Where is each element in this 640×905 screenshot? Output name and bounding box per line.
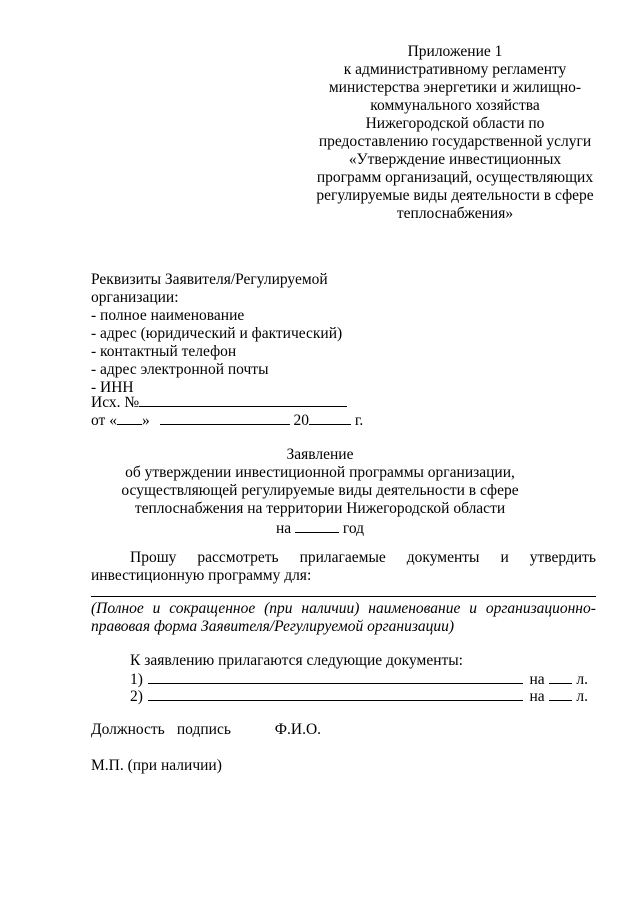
- requisites-line: организации:: [91, 289, 179, 306]
- title-line: осуществляющей регулируемые виды деятельности в сфере: [121, 482, 519, 499]
- appendix-line: министерства энергетики и жилищно-: [328, 79, 582, 96]
- document-na-label: на: [529, 671, 545, 688]
- request-word: утвердить: [529, 549, 596, 566]
- request-text-line1: [91, 549, 596, 567]
- note-word: наименование: [368, 600, 461, 617]
- title-year-line: [100, 518, 540, 538]
- requisites-line: - контактный телефон: [91, 343, 237, 360]
- signature-fio: Ф.И.О.: [274, 721, 322, 738]
- appendix-line: Нижегородской области по: [365, 115, 545, 132]
- appendix-line: теплоснабжения»: [396, 205, 514, 222]
- outgoing-number: [91, 392, 347, 412]
- request-text-line2: инвестиционную программу для:: [91, 567, 312, 584]
- document-sheets-label: л.: [576, 671, 588, 688]
- appendix-line: предоставлению государственной услуги: [318, 133, 592, 150]
- title-year-prefix: на: [275, 520, 295, 537]
- request-word: рассмотреть: [197, 549, 279, 566]
- document-sheets-label: л.: [576, 688, 588, 705]
- requisites-line: - адрес (юридический и фактический): [91, 325, 343, 342]
- appendix-line: коммунального хозяйства: [370, 97, 540, 114]
- note-word: (при: [264, 600, 293, 617]
- outgoing-number-blank[interactable]: [139, 392, 347, 407]
- requisites-line: - полное наименование: [91, 307, 245, 324]
- document-title: [100, 446, 540, 538]
- request-word: прилагаемые: [299, 549, 386, 566]
- organization-name-blank[interactable]: [91, 596, 596, 597]
- outgoing-label: Исх. №: [91, 394, 140, 411]
- document-sheets-blank[interactable]: [549, 669, 573, 684]
- request-word: документы: [406, 549, 480, 566]
- title-year-suffix: год: [339, 520, 365, 537]
- title-line: Заявление: [286, 446, 354, 463]
- requisites-line: Реквизиты Заявителя/Регулируемой: [91, 271, 328, 288]
- date-quote-close: »: [141, 412, 150, 429]
- title-line: теплоснабжения на территории Нижегородской области: [134, 500, 506, 517]
- signature-line: [91, 721, 321, 739]
- document-na-label: на: [529, 688, 545, 705]
- note-word: и: [152, 600, 161, 617]
- date-year-blank[interactable]: [309, 410, 351, 425]
- appendix-line: Приложение 1: [407, 43, 503, 60]
- date-month-blank[interactable]: [160, 410, 290, 425]
- signature-sign: подпись: [176, 721, 231, 738]
- requisites-line: - адрес электронной почты: [91, 361, 269, 378]
- attached-document-row: [130, 686, 588, 706]
- document-name-blank[interactable]: [148, 669, 524, 684]
- attached-documents-intro: К заявлению прилагаются следующие документы:: [130, 652, 463, 669]
- outgoing-date: [91, 410, 363, 430]
- note-word: организационно-: [485, 600, 596, 617]
- document-sheets-blank[interactable]: [549, 686, 573, 701]
- note-word: наличии): [301, 600, 360, 617]
- applicant-requisites: [91, 271, 391, 397]
- appendix-line: «Утверждение инвестиционных: [348, 151, 562, 168]
- note-line2: правовая форма Заявителя/Регулируемой организации): [91, 618, 455, 635]
- date-year-prefix: 20: [293, 412, 309, 429]
- appendix-line: программ организаций, осуществляющих: [316, 169, 594, 186]
- requisites-line: - ИНН: [91, 379, 134, 396]
- date-day-blank[interactable]: [117, 410, 142, 425]
- date-year-suffix: г.: [350, 412, 364, 429]
- note-line1: [91, 600, 596, 618]
- note-word: сокращенное: [169, 600, 256, 617]
- organization-name-note: [91, 600, 596, 636]
- request-word: и: [500, 549, 509, 566]
- signature-position: Должность: [91, 721, 165, 738]
- note-word: (Полное: [91, 600, 144, 617]
- appendix-header: [310, 43, 600, 223]
- note-word: и: [469, 600, 477, 617]
- title-line: об утверждении инвестиционной программы организации,: [125, 464, 515, 481]
- date-prefix: от «: [91, 412, 117, 429]
- appendix-line: регулируемые виды деятельности в сфере: [316, 187, 594, 204]
- document-number: 1): [130, 671, 143, 688]
- appendix-line: к административному регламенту: [343, 61, 567, 78]
- title-year-blank[interactable]: [295, 518, 339, 533]
- stamp-place: М.П. (при наличии): [91, 757, 222, 774]
- document-number: 2): [130, 688, 143, 705]
- document-name-blank[interactable]: [148, 686, 524, 701]
- request-word: Прошу: [130, 549, 177, 566]
